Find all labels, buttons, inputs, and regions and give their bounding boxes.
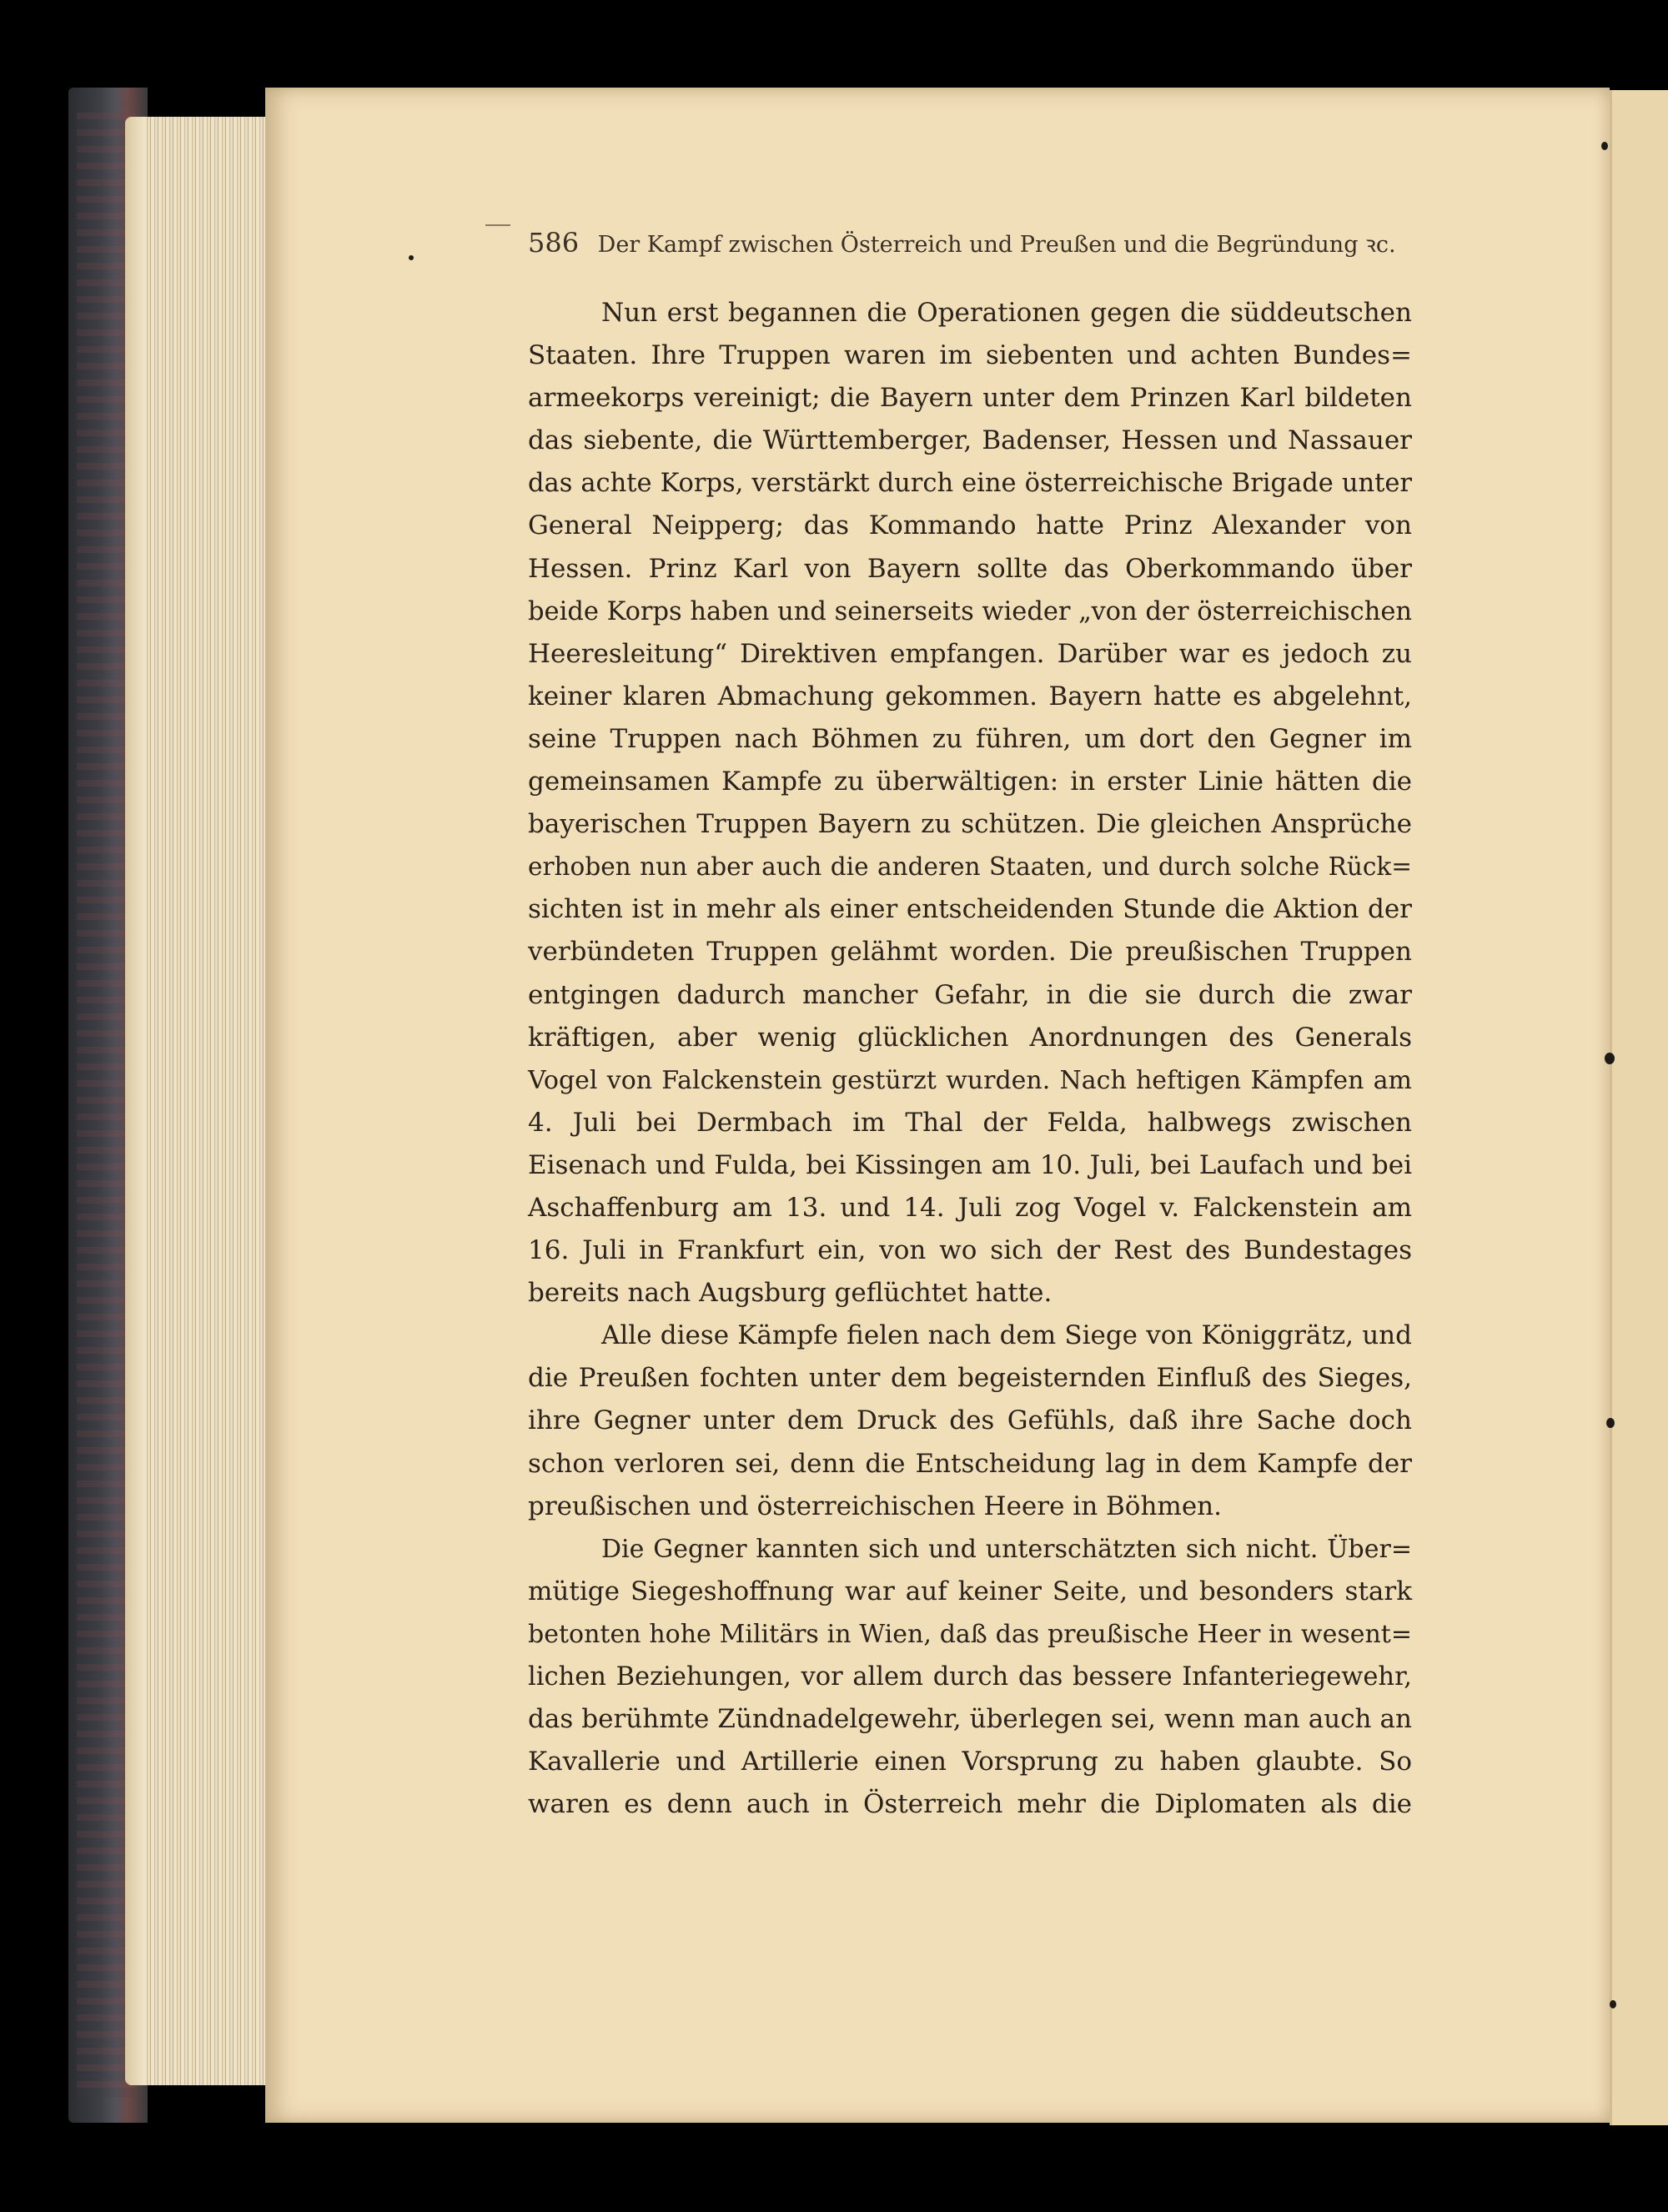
speck-mark	[1610, 2000, 1616, 2008]
text-line: Aschaffenburg am 13. und 14. Juli zog Vogel v. Falckenstein am	[528, 1192, 1412, 1223]
text-line: das berühmte Zündnadelgewehr, überlegen sei, wenn man auch an	[528, 1704, 1412, 1735]
text-line: schon verloren sei, denn die Entscheidung lag in dem Kampfe der	[528, 1448, 1412, 1479]
speck-mark	[1605, 1053, 1615, 1064]
adjacent-page-edge	[1610, 90, 1668, 2125]
speck-mark	[1606, 1418, 1615, 1428]
text-line: das siebente, die Württemberger, Badenser, Hessen und Nassauer	[528, 425, 1412, 456]
page-number: 586	[528, 227, 580, 259]
text-line: die Preußen fochten unter dem begeisternden Einfluß des Sieges,	[528, 1363, 1412, 1394]
running-header	[528, 227, 1445, 269]
text-line: waren es denn auch in Österreich mehr die Diplomaten als die	[528, 1789, 1412, 1820]
text-line: 16. Juli in Frankfurt ein, von wo sich der Rest des Bundestages	[528, 1235, 1412, 1266]
text-line: mütige Siegeshoffnung war auf keiner Seite, und besonders stark	[528, 1576, 1412, 1606]
text-line: seine Truppen nach Böhmen zu führen, um dort den Gegner im	[528, 723, 1412, 754]
text-line: 4. Juli bei Dermbach im Thal der Felda, halbwegs zwischen	[528, 1107, 1412, 1138]
text-line: gemeinsamen Kampfe zu überwältigen: in erster Linie hätten die	[528, 767, 1412, 797]
text-line: entgingen dadurch mancher Gefahr, in die sie durch die zwar	[528, 979, 1412, 1010]
text-line: ihre Gegner unter dem Druck des Gefühls, daß ihre Sache doch	[528, 1405, 1412, 1436]
text-line: keiner klaren Abmachung gekommen. Bayern hatte es abgelehnt,	[528, 681, 1412, 711]
body-text	[528, 292, 1412, 1826]
text-line: das achte Korps, verstärkt durch eine österreichische Brigade unter	[528, 469, 1412, 499]
text-line: sichten ist in mehr als einer entscheidenden Stunde die Aktion der	[528, 894, 1412, 925]
text-line: Vogel von Falckenstein gestürzt wurden. Nach heftigen Kämpfen am	[528, 1065, 1412, 1095]
text-line: beide Korps haben und seinerseits wieder „von der österreichischen	[528, 596, 1413, 626]
text-line: verbündeten Truppen gelähmt worden. Die preußischen Truppen	[528, 937, 1412, 968]
text-line: General Neipperg; das Kommando hatte Prinz Alexander von	[528, 510, 1412, 541]
text-line: Nun erst begannen die Operationen gegen die süddeutschen	[601, 298, 1412, 328]
speck-mark	[409, 255, 414, 260]
text-line: Hessen. Prinz Karl von Bayern sollte das Oberkommando über	[528, 553, 1412, 584]
text-line: armeekorps vereinigt; die Bayern unter dem Prinzen Karl bildeten	[528, 383, 1412, 414]
header-rule	[485, 224, 510, 226]
text-line: Staaten. Ihre Truppen waren im siebenten und achten Bundes=	[528, 340, 1412, 371]
text-line: Kavallerie und Artillerie einen Vorsprung zu haben glaubte. So	[528, 1747, 1412, 1777]
text-line: betonten hohe Militärs in Wien, daß das preußische Heer in wesent=	[528, 1619, 1412, 1649]
text-line: Die Gegner kannten sich und unterschätzten sich nicht. Über=	[601, 1534, 1412, 1564]
text-line: Eisenach und Fulda, bei Kissingen am 10. Juli, bei Laufach und bei	[528, 1149, 1412, 1180]
text-line: preußischen und österreichischen Heere in Böhmen.	[528, 1491, 1222, 1521]
text-line: bereits nach Augsburg geflüchtet hatte.	[528, 1278, 1053, 1309]
speck-mark	[1601, 142, 1608, 150]
text-line: bayerischen Truppen Bayern zu schützen. Die gleichen Ansprüche	[528, 809, 1412, 840]
running-title: Der Kampf zwischen Österreich und Preußen und die Begründung ꝛc.	[597, 232, 1396, 258]
text-line: kräftigen, aber wenig glücklichen Anordnungen des Generals	[528, 1022, 1412, 1053]
text-line: erhoben nun aber auch die anderen Staaten, und durch solche Rück=	[528, 852, 1412, 882]
text-line: Heeresleitung“ Direktiven empfangen. Darüber war es jedoch zu	[528, 638, 1412, 669]
text-line: lichen Beziehungen, vor allem durch das bessere Infanteriegewehr,	[528, 1662, 1412, 1692]
text-line: Alle diese Kämpfe fielen nach dem Siege von Königgrätz, und	[601, 1320, 1412, 1351]
page-edges	[125, 117, 275, 2085]
